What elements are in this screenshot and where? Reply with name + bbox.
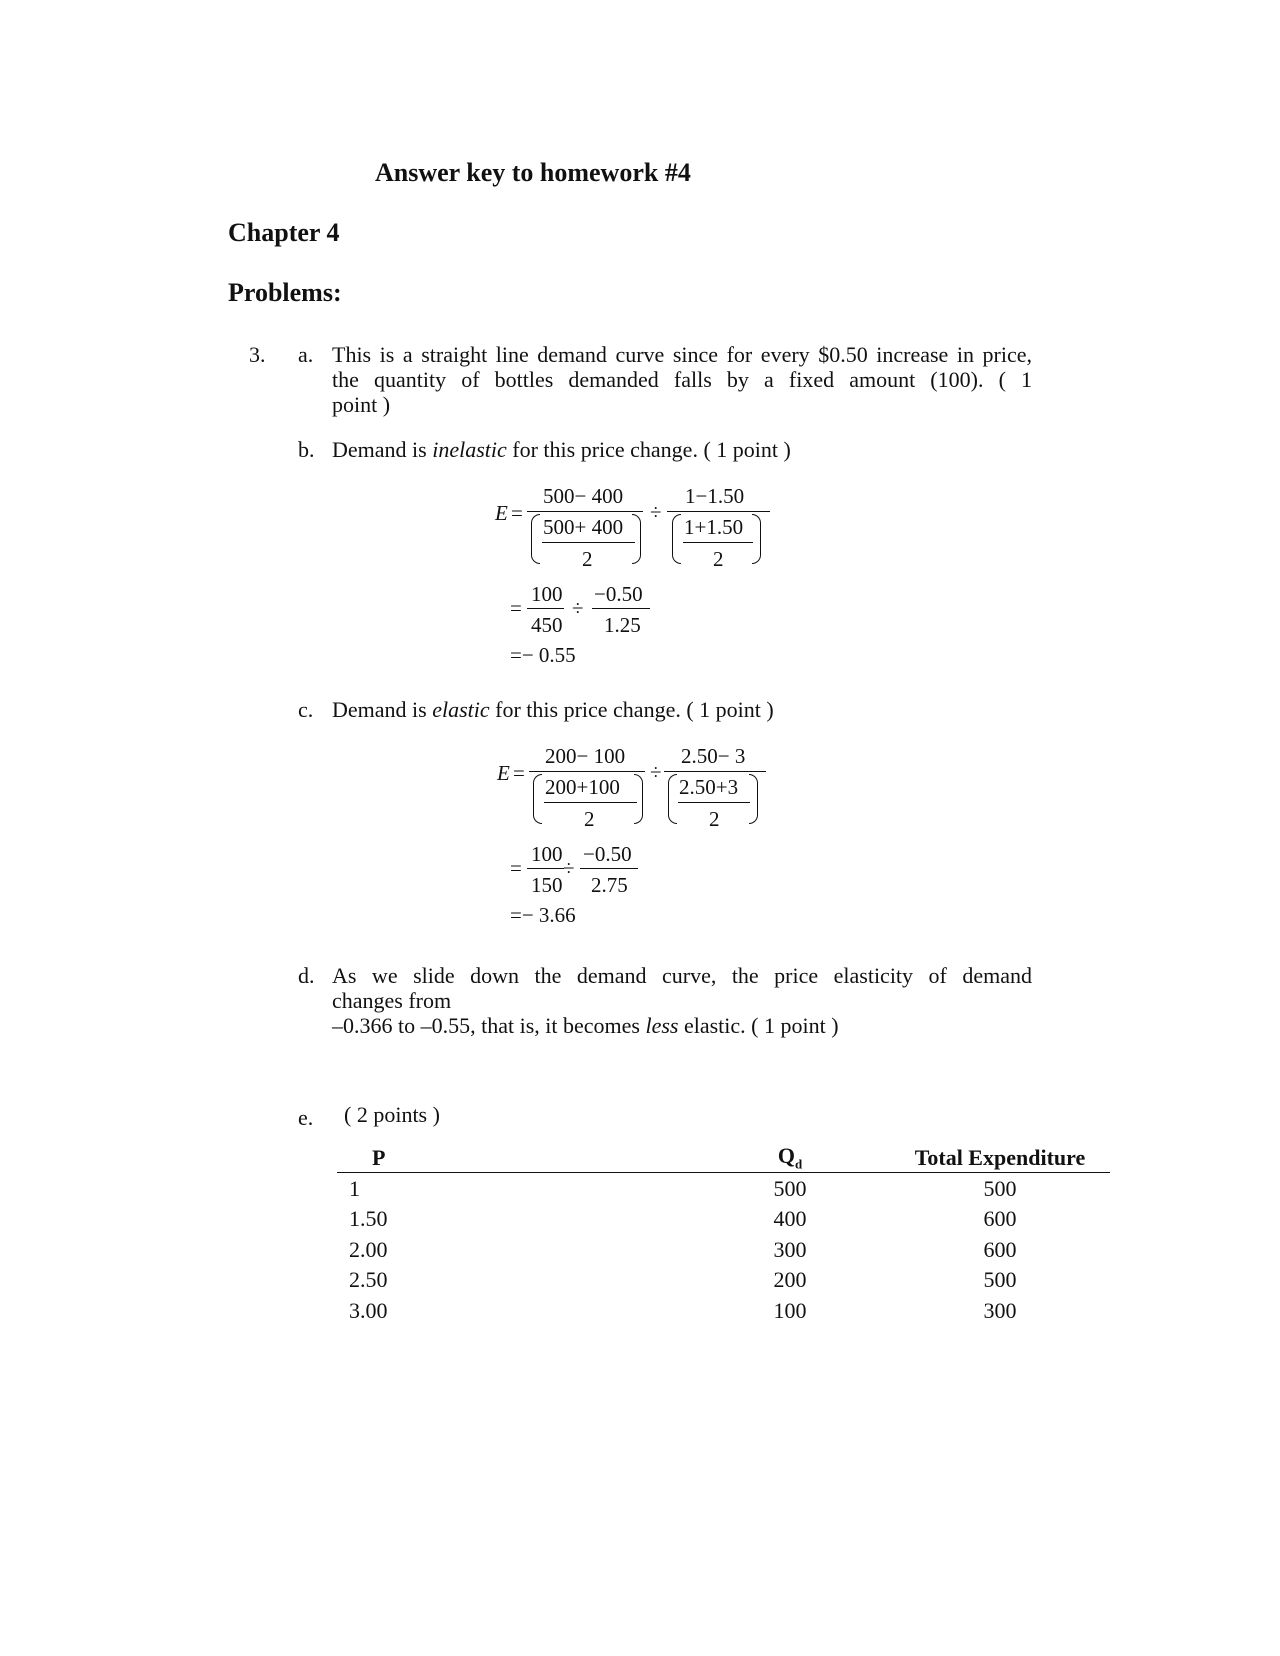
formula-c-rparen1 — [634, 774, 643, 824]
formula-c-step2-bar2 — [580, 868, 638, 869]
formula-c-lparen1 — [533, 774, 542, 824]
part-a-line-2: the quantity of bottles demanded falls by a fixed amount (100). ( 1 — [332, 367, 1032, 392]
cell-total: 500 — [983, 1267, 1017, 1293]
problem-number: 3. — [249, 342, 266, 367]
cell-total: 300 — [983, 1297, 1017, 1323]
cell-price: 2.00 — [349, 1236, 388, 1262]
part-b-text-after: for this price change. ( 1 point ) — [506, 437, 791, 462]
formula-b-step2-num1: 100 — [531, 582, 563, 606]
formula-c-step2-num2: −0.50 — [583, 842, 632, 866]
table-row — [337, 1234, 1110, 1265]
formula-b-div: ÷ — [650, 500, 662, 524]
cell-price: 1.50 — [349, 1206, 388, 1232]
part-c-text-before: Demand is — [332, 697, 433, 722]
table-row — [337, 1295, 1110, 1326]
header-price: P — [372, 1144, 386, 1170]
cell-total: 600 — [983, 1236, 1017, 1262]
header-quantity — [690, 1143, 890, 1173]
cell-quantity: 300 — [773, 1236, 807, 1262]
formula-b-step2-bar2 — [592, 608, 650, 609]
part-c-text-after: for this price change. ( 1 point ) — [489, 697, 774, 722]
part-d-line-3-after: elastic. ( 1 point ) — [678, 1013, 839, 1038]
part-e-points: ( 2 points ) — [344, 1102, 440, 1127]
part-a-line-3: point ) — [332, 392, 391, 417]
part-b-text-before: Demand is — [332, 437, 433, 462]
formula-c-step2-den1: 150 — [531, 873, 563, 897]
table-header-row — [337, 1143, 1110, 1173]
table-row — [337, 1204, 1110, 1235]
formula-c-den1-top: 200+100 — [545, 775, 620, 799]
formula-b-rparen2 — [752, 514, 761, 564]
formula-b-den1-top: 500+ 400 — [543, 515, 624, 539]
cell-quantity: 500 — [773, 1175, 807, 1201]
formula-c-num2: 2.50− 3 — [681, 744, 746, 768]
formula-b-num2: 1−1.50 — [685, 484, 745, 508]
formula-c-bar2 — [664, 771, 766, 772]
formula-c-e: E — [497, 761, 510, 785]
formula-c-result: =− 3.66 — [510, 903, 576, 927]
part-b-emph: inelastic — [432, 437, 507, 462]
formula-b-bar1 — [527, 511, 643, 512]
formula-c-bar1 — [529, 771, 645, 772]
page-title: Answer key to homework #4 — [375, 158, 691, 187]
formula-c-div: ÷ — [650, 760, 662, 784]
formula-c-lparen2 — [668, 774, 677, 824]
formula-c-den2-top: 2.50+3 — [679, 775, 739, 799]
formula-b-eq: = — [511, 501, 523, 525]
formula-c-rparen2 — [749, 774, 758, 824]
table-row — [337, 1265, 1110, 1296]
part-a-label: a. — [298, 342, 314, 367]
formula-b-step2-den2: 1.25 — [604, 613, 641, 637]
formula-b-inner-bar1 — [542, 542, 635, 543]
formula-b-den2-bot: 2 — [713, 547, 724, 571]
formula-c-den1-bot: 2 — [584, 807, 595, 831]
part-b-text — [332, 437, 791, 463]
cell-price: 1 — [349, 1175, 360, 1201]
formula-c-den2-bot: 2 — [709, 807, 720, 831]
formula-b-inner-bar2 — [683, 542, 753, 543]
part-b-label: b. — [298, 437, 315, 462]
formula-b-den2-top: 1+1.50 — [684, 515, 744, 539]
formula-b-bar2 — [667, 511, 770, 512]
chapter-heading: Chapter 4 — [228, 218, 340, 247]
formula-c-step2-bar1 — [527, 868, 564, 869]
formula-c-step2-div: ÷ — [563, 856, 575, 880]
part-c-text — [332, 697, 774, 723]
header-quantity-sub: d — [794, 1156, 803, 1172]
expenditure-table — [337, 1143, 1110, 1326]
part-d-line-1: As we slide down the demand curve, the price elasticity of demand — [332, 963, 1032, 988]
formula-c-inner-bar1 — [544, 802, 637, 803]
formula-b-lparen2 — [672, 514, 681, 564]
part-a-line-1: This is a straight line demand curve since for every $0.50 increase in price, — [332, 342, 1032, 367]
cell-price: 2.50 — [349, 1267, 388, 1293]
part-d-text — [332, 963, 1032, 1038]
formula-b-den1-bot: 2 — [582, 547, 593, 571]
table-row — [337, 1173, 1110, 1204]
cell-quantity: 100 — [773, 1297, 807, 1323]
part-d-line-3 — [332, 1013, 1032, 1038]
cell-total: 500 — [983, 1175, 1017, 1201]
part-d-line-3-before: –0.366 to –0.55, that is, it becomes — [332, 1013, 646, 1038]
formula-c-inner-bar2 — [678, 802, 750, 803]
cell-price: 3.00 — [349, 1297, 388, 1323]
formula-c-eq: = — [513, 761, 525, 785]
part-c-label: c. — [298, 697, 314, 722]
part-e-label: e. — [298, 1105, 314, 1130]
formula-c-num1: 200− 100 — [545, 744, 626, 768]
formula-b-step2-den1: 450 — [531, 613, 563, 637]
formula-b-step2-bar1 — [527, 608, 564, 609]
formula-b-result: =− 0.55 — [510, 643, 576, 667]
cell-quantity: 400 — [773, 1206, 807, 1232]
part-d-line-2: changes from — [332, 988, 452, 1013]
formula-b-step2-div: ÷ — [572, 596, 584, 620]
header-quantity-main: Q — [777, 1143, 795, 1168]
header-total-expenditure: Total Expenditure — [914, 1144, 1086, 1170]
part-a-text — [332, 342, 1032, 417]
formula-b-lparen1 — [531, 514, 540, 564]
cell-total: 600 — [983, 1206, 1017, 1232]
formula-b-step2-num2: −0.50 — [594, 582, 643, 606]
part-d-emph: less — [645, 1013, 679, 1038]
part-c-emph: elastic — [432, 697, 490, 722]
formula-b-num1: 500− 400 — [543, 484, 624, 508]
formula-b-rparen1 — [632, 514, 641, 564]
formula-b-step2-eq: = — [510, 596, 522, 620]
formula-c-step2-den2: 2.75 — [591, 873, 628, 897]
formula-c-step2-num1: 100 — [531, 842, 563, 866]
formula-c-step2-eq: = — [510, 856, 522, 880]
formula-b-e: E — [495, 501, 508, 525]
part-d-label: d. — [298, 963, 315, 988]
problems-heading: Problems: — [228, 278, 342, 307]
cell-quantity: 200 — [773, 1267, 807, 1293]
